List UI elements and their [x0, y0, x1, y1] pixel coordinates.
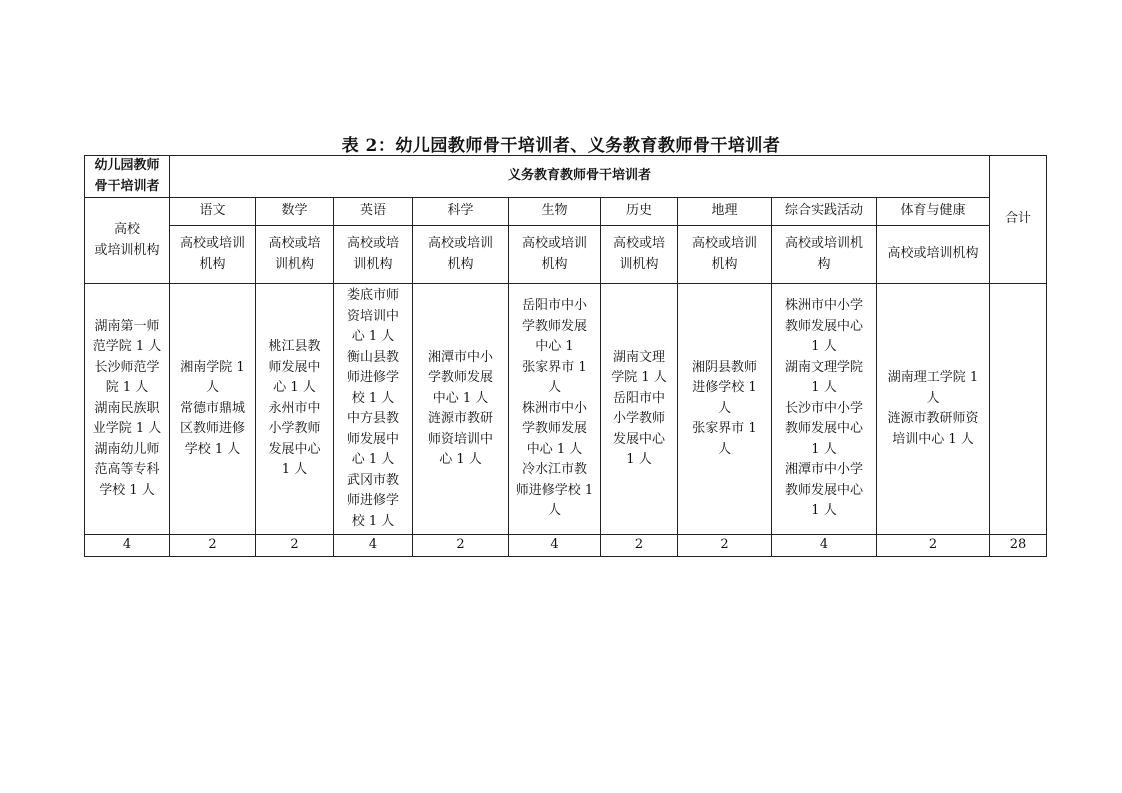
count-cell: 2	[413, 535, 509, 557]
total-body-cell	[990, 284, 1047, 535]
cell-line: 范高等专科	[94, 462, 160, 478]
cell-line: 衡山县教	[346, 349, 399, 365]
grand-total-cell: 28	[990, 535, 1047, 557]
cell-line: 中方县教	[346, 411, 399, 426]
institution-list-cell	[509, 284, 601, 535]
trainer-allocation-table	[84, 155, 1047, 557]
cell-line: 教师发展中心	[784, 421, 863, 437]
cell-line: 永州市中	[268, 400, 321, 416]
cell-line: 1 人	[281, 462, 308, 478]
cell-line: 涟源市教研师资	[887, 411, 979, 426]
cell-line: 中心 1 人	[526, 441, 583, 457]
cell-line: 1 人	[811, 441, 837, 457]
institution-label-cell	[678, 226, 772, 284]
cell-line: 教师发展中心	[784, 482, 863, 498]
count-cell: 2	[256, 535, 334, 557]
cell-line: 学教师发展	[521, 421, 587, 437]
cell-line: 小学教师	[612, 411, 665, 426]
subject-header: 地理	[678, 198, 772, 226]
count-cell: 4	[334, 535, 413, 557]
cell-line: 1 人	[811, 380, 837, 396]
cell-line: 校 1 人	[351, 390, 395, 406]
count-cell: 4	[85, 535, 170, 557]
cell-line: 武冈市教	[346, 472, 399, 488]
cell-line: 学教师发展	[521, 318, 587, 334]
cell-line: 学院 1 人	[611, 370, 667, 385]
cell-line: 训机构	[353, 256, 393, 272]
cell-line: 区教师进修	[179, 421, 245, 437]
cell-line: 心 1 人	[351, 452, 395, 467]
institution-label-cell	[877, 226, 990, 284]
cell-line: 人	[926, 390, 940, 406]
cell-line: 1 人	[811, 503, 837, 519]
cell-line: 长沙师范学	[94, 359, 160, 375]
cell-line: 训机构	[274, 256, 314, 272]
institution-list-cell	[772, 284, 877, 535]
cell-line: 高校或培训机	[784, 236, 863, 251]
cell-line: 张家界市 1	[522, 359, 587, 375]
cell-line: 教师发展中心	[784, 318, 863, 334]
cell-line: 学教师发展	[427, 370, 493, 385]
institution-list-cell	[601, 284, 678, 535]
cell-line: 张家界市 1	[692, 421, 757, 437]
cell-line: 中心 1 人	[432, 390, 489, 406]
institution-label-cell	[509, 226, 601, 284]
cell-line: 心 1 人	[439, 452, 482, 467]
subject-header: 语文	[170, 198, 256, 226]
cell-line: 湘阴县教师	[691, 359, 757, 375]
cell-line: 学校 1 人	[99, 482, 155, 498]
cell-line: 岳阳市中	[612, 390, 665, 406]
cell-line: 高校或培训	[691, 236, 757, 251]
cell-line: 发展中心	[612, 431, 665, 447]
subject-header: 科学	[413, 198, 509, 226]
cell-line: 高校或培训	[179, 236, 245, 251]
cell-line: 1 人	[811, 339, 837, 355]
cell-line: 人	[717, 400, 731, 416]
cell-line: 院 1 人	[105, 380, 149, 396]
cell-line: 心 1 人	[351, 329, 395, 344]
institution-label-cell	[413, 226, 509, 284]
cell-line: 师进修学校 1	[515, 482, 594, 498]
cell-line: 1 人	[626, 452, 652, 467]
cell-line: 湘潭市中小学	[784, 462, 863, 478]
subject-header: 历史	[601, 198, 678, 226]
kindergarten-trainer-header: 幼儿园教师 骨干培训者	[85, 156, 170, 198]
cell-line: 中心 1	[535, 339, 574, 355]
compulsory-trainer-header: 义务教育教师骨干培训者	[170, 156, 990, 198]
institution-header: 高校 或培训机构	[85, 198, 170, 284]
cell-line: 高校或培训	[521, 236, 587, 251]
cell-line: 资培训中	[346, 308, 399, 324]
cell-line: 人	[205, 380, 219, 396]
cell-line: 高校或培训机构	[887, 246, 979, 262]
cell-line: 桃江县教	[268, 339, 321, 355]
institution-list-cell	[877, 284, 990, 535]
cell-line: 师进修学	[346, 493, 399, 508]
total-header: 合计	[990, 156, 1047, 284]
cell-line: 构	[817, 256, 831, 272]
institution-list-cell	[678, 284, 772, 535]
institution-list-cell	[85, 284, 170, 535]
institution-list-cell	[413, 284, 509, 535]
cell-line: 湘南学院 1	[180, 359, 245, 375]
cell-line: 训机构	[619, 256, 659, 272]
institution-label-cell	[170, 226, 256, 284]
cell-line: 湖南幼儿师	[94, 441, 160, 457]
cell-line: 湖南第一师	[94, 318, 160, 334]
subject-header: 数学	[256, 198, 334, 226]
cell-line: 高校或培	[346, 236, 399, 251]
cell-line: 业学院 1 人	[92, 421, 162, 437]
cell-line: 株洲市中小学	[784, 298, 863, 314]
subject-header: 综合实践活动	[772, 198, 877, 226]
cell-line: 学校 1 人	[184, 441, 241, 457]
cell-line: 人	[717, 441, 731, 457]
institution-list-cell	[256, 284, 334, 535]
cell-line: 师资培训中	[427, 431, 493, 447]
cell-line: 人	[547, 503, 561, 519]
institution-label-cell	[601, 226, 678, 284]
count-cell: 2	[170, 535, 256, 557]
cell-line: 岳阳市中小	[521, 298, 587, 314]
cell-line: 师发展中	[268, 359, 321, 375]
cell-line: 范学院 1 人	[92, 339, 162, 355]
cell-line: 进修学校 1	[692, 380, 757, 396]
page-title: 表 2：幼儿园教师骨干培训者、义务教育教师骨干培训者	[341, 136, 781, 156]
cell-line: 娄底市师	[346, 288, 399, 303]
cell-line: 湖南理工学院 1	[887, 370, 979, 385]
institution-list-cell	[334, 284, 413, 535]
cell-line: 湖南文理	[612, 349, 665, 365]
cell-line: 机构	[199, 256, 226, 272]
count-cell: 2	[601, 535, 678, 557]
count-cell: 2	[877, 535, 990, 557]
cell-line: 冷水江市教	[521, 462, 587, 478]
cell-line: 涟源市教研	[427, 411, 493, 426]
cell-line: 机构	[711, 256, 738, 272]
subject-header: 生物	[509, 198, 601, 226]
institution-label-cell	[256, 226, 334, 284]
cell-line: 校 1 人	[351, 513, 395, 529]
subject-header: 体育与健康	[877, 198, 990, 226]
cell-line: 高校或培训	[427, 236, 493, 251]
count-cell: 2	[678, 535, 772, 557]
cell-line: 湖南民族职	[94, 400, 160, 416]
cell-line: 小学教师	[268, 421, 321, 437]
cell-line: 心 1 人	[273, 380, 316, 396]
count-cell: 4	[509, 535, 601, 557]
cell-line: 人	[547, 380, 561, 396]
cell-line: 机构	[541, 256, 568, 272]
cell-line: 师发展中	[346, 431, 399, 447]
cell-line: 湖南文理学院	[784, 359, 863, 375]
institution-list-cell	[170, 284, 256, 535]
cell-line: 株洲市中小	[521, 400, 587, 416]
cell-line: 长沙市中小学	[784, 400, 863, 416]
institution-label-cell	[772, 226, 877, 284]
institution-label-cell	[334, 226, 413, 284]
cell-line: 机构	[447, 256, 474, 272]
cell-line: 发展中心	[268, 441, 321, 457]
cell-line: 高校或培	[612, 236, 665, 251]
cell-line: 培训中心 1 人	[892, 431, 974, 447]
subject-header: 英语	[334, 198, 413, 226]
cell-line: 师进修学	[346, 370, 399, 385]
count-cell: 4	[772, 535, 877, 557]
cell-line: 高校或培	[268, 236, 321, 251]
cell-line: 常德市鼎城	[179, 400, 245, 416]
cell-line: 湘潭市中小	[427, 349, 493, 365]
